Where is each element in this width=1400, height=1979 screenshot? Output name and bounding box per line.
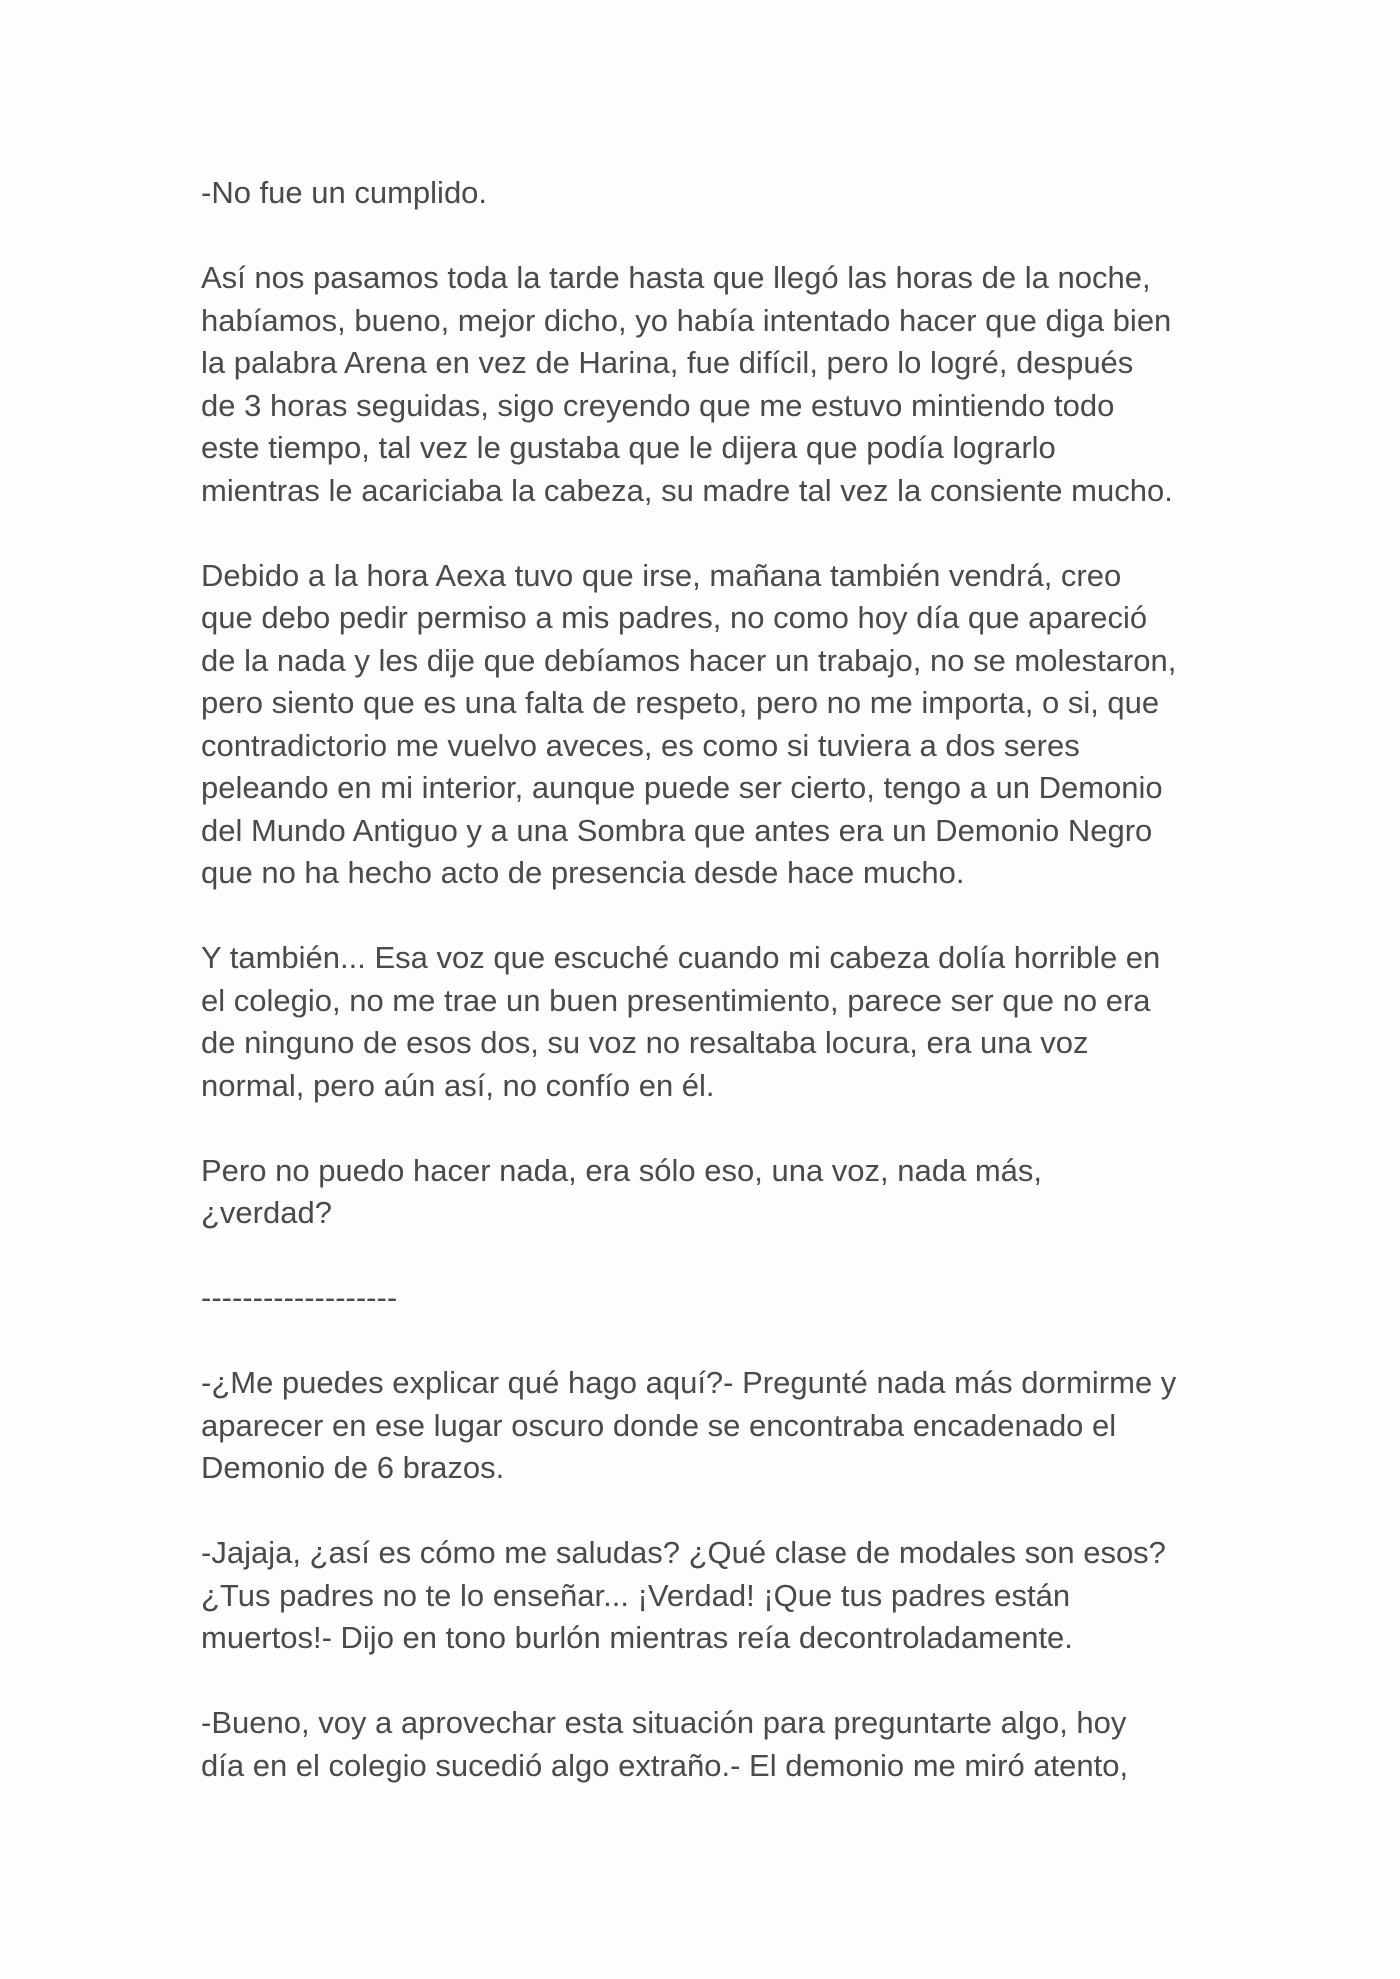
- paragraph: -Bueno, voy a aprovechar esta situación para preguntarte algo, hoy día en el colegio sucedió algo extraño.- El demonio me miró atento,: [201, 1705, 1129, 1783]
- document-body: [201, 172, 1231, 1830]
- scene-separator: -------------------: [201, 1280, 398, 1315]
- paragraph: -Jajaja, ¿así es cómo me saludas? ¿Qué clase de modales son esos? ¿Tus padres no te lo enseñar... ¡Verdad! ¡Que tus padres están muertos!- Dijo en tono burlón mientras reía decontroladamente.: [201, 1535, 1166, 1655]
- paragraph: Debido a la hora Aexa tuvo que irse, mañana también vendrá, creo que debo pedir permiso a mis padres, no como hoy día que apareció de la nada y les dije que debíamos hacer un trabajo, no se molestaron, pero siento que es una falta de respeto, pero no me importa, o si, que contradictorio me vuelvo aveces, es como si tuviera a dos seres peleando en mi interior, aunque puede ser cierto, tengo a un Demonio del Mundo Antiguo y a una Sombra que antes era un Demonio Negro que no ha hecho acto de presencia desde hace mucho.: [201, 557, 1177, 890]
- paragraph: Así nos pasamos toda la tarde hasta que llegó las horas de la noche, habíamos, bueno, mejor dicho, yo había intentado hacer que diga bien la palabra Arena en vez de Harina, fue difícil, pero lo logré, después de 3 horas seguidas, sigo creyendo que me estuvo mintiendo todo este tiempo, tal vez le gustaba que le dijera que podía lograrlo mientras le acariciaba la cabeza, su madre tal vez la consiente mucho.: [201, 260, 1173, 508]
- paragraph: -No fue un cumplido.: [201, 175, 488, 210]
- paragraph: Y también... Esa voz que escuché cuando mi cabeza dolía horrible en el colegio, no me trae un buen presentimiento, parece ser que no era de ninguno de esos dos, su voz no resaltaba locura, era una voz normal, pero aún así, no confío en él.: [201, 940, 1161, 1103]
- paragraph: -¿Me puedes explicar qué hago aquí?- Pregunté nada más dormirme y aparecer en ese lugar oscuro donde se encontraba encadenado el Demonio de 6 brazos.: [201, 1365, 1177, 1485]
- paragraph: Pero no puedo hacer nada, era sólo eso, una voz, nada más, ¿verdad?: [201, 1152, 1043, 1230]
